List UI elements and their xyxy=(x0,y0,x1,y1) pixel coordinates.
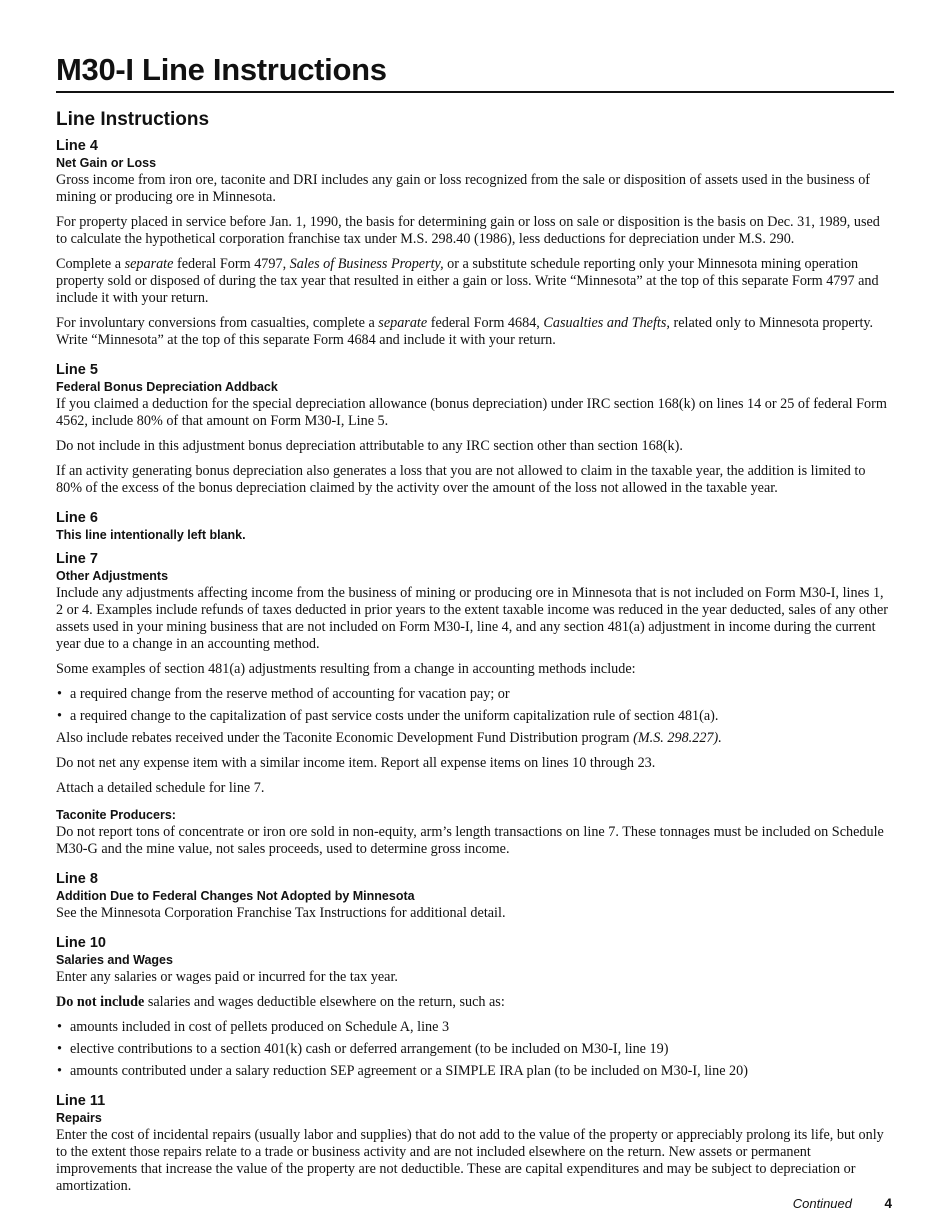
list-item: • amounts contributed under a salary reduction SEP agreement or a SIMPLE IRA plan (to be included on M30-I, line 20) xyxy=(56,1063,894,1080)
line-8-subtitle: Addition Due to Federal Changes Not Adopted by Minnesota xyxy=(56,889,415,903)
line-7-paragraph-5: Attach a detailed schedule for line 7. xyxy=(56,780,265,796)
line-10-heading: Line 10 xyxy=(56,935,106,951)
page-footer xyxy=(56,1196,894,1216)
line-7-subtitle: Other Adjustments xyxy=(56,569,169,583)
taconite-producers-paragraph: Do not report tons of concentrate or iron ore sold in non-equity, arm’s length transactions on line 7. These tonnages must be included on Schedule M30-G and the mine value, not sales proceeds, used to determine gross income. xyxy=(56,824,884,857)
text-run: Complete a xyxy=(56,256,125,272)
line-7-paragraph-4: Do not net any expense item with a similar income item. Report all expense items on lines 10 through 23. xyxy=(56,755,656,771)
text-run: For involuntary conversions from casualties, complete a xyxy=(56,315,379,331)
taconite-producers-heading: Taconite Producers: xyxy=(56,808,176,822)
line-6-subtitle: This line intentionally left blank. xyxy=(56,528,246,542)
text-run: federal Form 4797, xyxy=(173,256,290,272)
line-10-section xyxy=(56,934,894,1080)
text-run-italic: Casualties and Thefts, xyxy=(543,315,670,331)
text-run: related only to Minnesota property. Write “Minnesota” at the top of this separate Form 4684 and include it with your return. xyxy=(56,315,874,348)
text-run-italic: separate xyxy=(124,256,174,272)
list-item: • a required change to the capitalization of past service costs under the uniform capitalization rule of section 481(a). xyxy=(56,708,894,725)
line-7-paragraph-1: Include any adjustments affecting income from the business of mining or producing ore in Minnesota that is not included on Form M30-I, lines 1, 2 or 4. Examples include refunds of taxes deducted in prior years to the extent taxable income was reduced in the year deducted, sales of any other assets used in your mining business that are not included on Form M30-I, line 4, and any section 481(a) adjustment in income during the current year due to a change in an accounting method. xyxy=(56,585,889,652)
line-4-paragraph-3 xyxy=(56,256,894,307)
line-8-paragraph-1: See the Minnesota Corporation Franchise Tax Instructions for additional detail. xyxy=(56,905,506,921)
text-run: salaries and wages deductible elsewhere on the return, such as: xyxy=(144,994,505,1010)
line-11-heading: Line 11 xyxy=(56,1093,106,1109)
line-4-paragraph-2: For property placed in service before Jan. 1, 1990, the basis for determining gain or loss on sale or disposition is the basis on Dec. 31, 1989, used to calculate the hypothetical corporation franchise tax under M.S. 298.40 (1986), less deductions for depreciation under M.S. 290. xyxy=(56,214,880,247)
line-7-paragraph-3 xyxy=(56,730,894,747)
list-item: • amounts included in cost of pellets produced on Schedule A, line 3 xyxy=(56,1019,894,1036)
line-10-bullet-list xyxy=(56,1019,894,1080)
line-5-paragraph-1: If you claimed a deduction for the special depreciation allowance (bonus depreciation) under IRC section 168(k) on lines 14 or 25 of federal Form 4562, include 80% of that amount on Form M30-I, Line 5. xyxy=(56,396,887,429)
line-4-subtitle: Net Gain or Loss xyxy=(56,156,157,170)
line-4-heading: Line 4 xyxy=(56,138,98,154)
document-page xyxy=(56,50,894,1203)
line-5-subtitle: Federal Bonus Depreciation Addback xyxy=(56,380,278,394)
line-7-paragraph-2: Some examples of section 481(a) adjustments resulting from a change in accounting methods include: xyxy=(56,661,636,677)
list-item: • a required change from the reserve method of accounting for vacation pay; or xyxy=(56,686,894,703)
line-7-bullet-list xyxy=(56,686,894,725)
section-title: Line Instructions xyxy=(56,109,210,130)
line-6-heading: Line 6 xyxy=(56,510,98,526)
line-6-section xyxy=(56,509,894,544)
line-8-section xyxy=(56,870,894,922)
line-7-heading: Line 7 xyxy=(56,551,98,567)
text-run-italic: separate xyxy=(378,315,428,331)
line-5-heading: Line 5 xyxy=(56,362,98,378)
line-5-paragraph-3: If an activity generating bonus depreciation also generates a loss that you are not allowed to claim in the taxable year, the addition is limited to 80% of the excess of the bonus depreciation claimed by the activity over the amount of the loss not allowed in the taxable year. xyxy=(56,463,866,496)
line-8-heading: Line 8 xyxy=(56,871,98,887)
line-11-subtitle: Repairs xyxy=(56,1111,102,1125)
line-4-section xyxy=(56,137,894,349)
text-run-bold: Do not include xyxy=(56,994,145,1010)
text-run-italic: Sales of Business Property, xyxy=(289,256,444,272)
line-10-subtitle: Salaries and Wages xyxy=(56,953,173,967)
line-10-paragraph-1: Enter any salaries or wages paid or incurred for the tax year. xyxy=(56,969,398,985)
line-5-section xyxy=(56,361,894,497)
text-run-italic: (M.S. 298.227). xyxy=(633,730,722,746)
line-5-paragraph-2: Do not include in this adjustment bonus depreciation attributable to any IRC section other than section 168(k). xyxy=(56,438,683,454)
text-run: or a substitute schedule reporting only your Minnesota mining operation property sold or disposed of during the tax year that resulted in either a gain or loss. Write “Minnesota” at the top of this separate Form 4797 and include it with your return. xyxy=(56,256,879,306)
text-run: Also include rebates received under the Taconite Economic Development Fund Distribution program xyxy=(56,730,634,746)
document-title: M30-I Line Instructions xyxy=(56,50,894,93)
line-10-paragraph-2 xyxy=(56,994,894,1011)
line-4-paragraph-4 xyxy=(56,315,894,349)
line-11-section xyxy=(56,1092,894,1195)
line-7-section xyxy=(56,550,894,858)
list-item: • elective contributions to a section 401(k) cash or deferred arrangement (to be included on M30-I, line 19) xyxy=(56,1041,894,1058)
continued-label: Continued xyxy=(792,1196,852,1211)
line-11-paragraph-1: Enter the cost of incidental repairs (usually labor and supplies) that do not add to the value of the property or appreciably prolong its life, but only to the extent those repairs relate to a trade or business activity and are not included elsewhere on the return. New assets or permanent improvements that increase the value of the property are not deductible. These are capital expenditures and may be subject to depreciation or amortization. xyxy=(56,1127,884,1194)
line-4-paragraph-1: Gross income from iron ore, taconite and DRI includes any gain or loss recognized from the sale or disposition of assets used in the business of mining or producing ore in Minnesota. xyxy=(56,172,871,205)
page-number: 4 xyxy=(884,1196,892,1211)
text-run: federal Form 4684, xyxy=(427,315,544,331)
